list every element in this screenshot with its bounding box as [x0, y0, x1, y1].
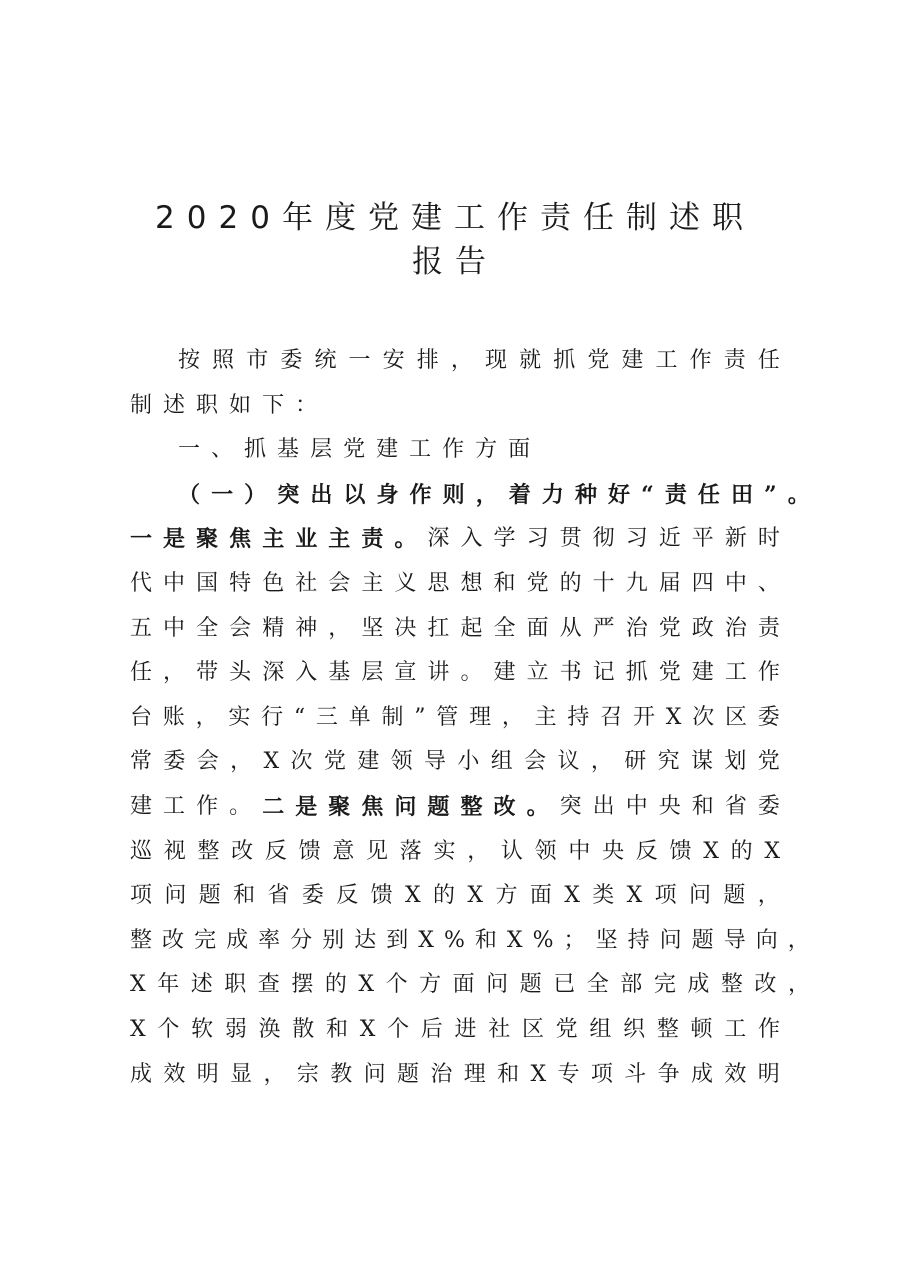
title-line-2: 报告 [412, 244, 498, 280]
body-line: 代 中 国 特 色 社 会 主 义 思 想 和 党 的 十 九 届 四 中 、 [130, 571, 780, 596]
body-line: 按 照 市 委 统 一 安 排 ， 现 就 抓 党 建 工 作 责 任 [178, 348, 780, 373]
body-line: （ 一 ） 突 出 以 身 作 则 ， 着 力 种 好 “ 责 任 田 ” 。 [178, 481, 810, 508]
body-line: 整 改 完 成 率 分 别 达 到 X % 和 X % ； 坚 持 问 题 导 向 ， [130, 927, 810, 953]
body-line: X 年 述 职 查 摆 的 X 个 方 面 问 题 已 全 部 完 成 整 改 ， [130, 972, 810, 998]
body-line: 巡 视 整 改 反 馈 意 见 落 实 ， 认 领 中 央 反 馈 X 的 X [130, 838, 780, 864]
title-line-1: 2020年度党建工作责任制述职 [155, 200, 755, 236]
body-line: X 个 软 弱 涣 散 和 X 个 后 进 社 区 党 组 织 整 顿 工 作 [130, 1017, 780, 1042]
body-line: 建 工 作 。 二 是 聚 焦 问 题 整 改 。 突 出 中 央 和 省 委 [130, 794, 780, 820]
body-line: 台 账 ， 实 行 “ 三 单 制 ” 管 理 ， 主 持 召 开 X 次 区 委 [130, 704, 780, 730]
body-line: 成 效 明 显 ， 宗 教 问 题 治 理 和 X 专 项 斗 争 成 效 明 [130, 1061, 780, 1087]
body-line: 五 中 全 会 精 神 ， 坚 决 扛 起 全 面 从 严 治 党 政 治 责 [130, 615, 780, 641]
document-title [130, 196, 780, 284]
body-line: 制 述 职 如 下 ： [130, 392, 329, 418]
body-line: 一 是 聚 焦 主 业 主 责 。 深 入 学 习 贯 彻 习 近 平 新 时 [130, 526, 780, 553]
body-line: 任 ， 带 头 深 入 基 层 宣 讲 。 建 立 书 记 抓 党 建 工 作 [130, 660, 780, 686]
body-line: 一 、 抓 基 层 党 建 工 作 方 面 [178, 437, 542, 463]
body-line: 常 委 会 ， X 次 党 建 领 导 小 组 会 议 ， 研 究 谋 划 党 [130, 749, 780, 775]
body-line: 项 问 题 和 省 委 反 馈 X 的 X 方 面 X 类 X 项 问 题 ， [130, 883, 780, 909]
